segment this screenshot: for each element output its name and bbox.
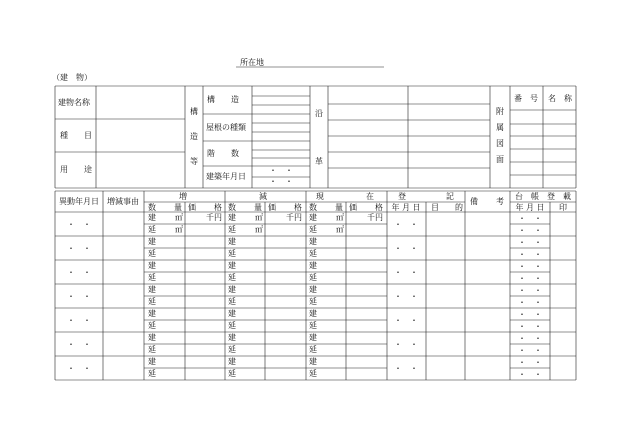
registration-date-dots: ・ ・ [394, 364, 418, 373]
increase-price-a: 価 [188, 203, 196, 212]
built-date-dots-2: ・ ・ [269, 177, 293, 186]
change-date-dots: ・ ・ [67, 244, 91, 253]
building-mark: 建 [228, 285, 236, 294]
floor-area-mark: 延 [148, 249, 156, 258]
floor-area-mark: 延 [148, 273, 156, 282]
floor-area-mark: 延 [228, 321, 236, 330]
structure-vertical-1: 構 [190, 107, 198, 116]
increase-thousand-yen: 千円 [206, 213, 222, 222]
ledger-ymd: 年 月 日 [515, 203, 545, 212]
increase-qty-b: 量 [174, 203, 182, 212]
history-vertical-1: 沿 [315, 109, 323, 118]
registration-date-dots: ・ ・ [394, 268, 418, 277]
section-label: （建 物） [52, 73, 92, 82]
building-mark: 建 [309, 309, 317, 318]
building-mark: 建 [309, 213, 317, 222]
attached-vertical-1: 附 [496, 107, 504, 116]
ledger-date-dots: ・ ・ [518, 346, 542, 355]
decrease-label: 減 [259, 192, 267, 201]
purpose-a: 目 [431, 203, 439, 212]
floor-area-mark: 延 [309, 345, 317, 354]
registration-ymd: 年 月 日 [391, 203, 421, 212]
building-mark: 建 [228, 213, 236, 222]
building-mark: 建 [148, 261, 156, 270]
change-date-dots: ・ ・ [67, 292, 91, 301]
ledger-date-dots: ・ ・ [518, 358, 542, 367]
building-mark: 建 [309, 237, 317, 246]
decrease-thousand-yen: 千円 [286, 213, 302, 222]
registration-date-dots: ・ ・ [394, 244, 418, 253]
current-label: 現 [316, 192, 324, 201]
use-label: 用 途 [60, 165, 92, 174]
ledger-registration-label: 台 帳 登 載 [515, 192, 571, 201]
building-mark: 建 [309, 357, 317, 366]
ledger-date-dots: ・ ・ [518, 322, 542, 331]
change-date-dots: ・ ・ [67, 268, 91, 277]
structure-vertical-3: 等 [190, 157, 198, 166]
building-mark: 建 [309, 333, 317, 342]
structure-label: 構 造 [207, 95, 239, 104]
change-date-label: 異動年月日 [59, 197, 99, 206]
registration-label-2: 記 [446, 192, 454, 201]
ledger-date-dots: ・ ・ [518, 370, 542, 379]
floor-area-mark: 延 [148, 297, 156, 306]
current-label-2: 在 [366, 192, 374, 201]
increase-price-b: 格 [214, 203, 222, 212]
structure-vertical-2: 造 [190, 132, 198, 141]
built-date-dots-1: ・ ・ [269, 166, 293, 175]
building-mark: 建 [148, 333, 156, 342]
floor-area-mark: 延 [228, 369, 236, 378]
building-name-label: 建物名称 [58, 98, 90, 107]
floor-area-mark: 延 [309, 273, 317, 282]
floor-area-mark: 延 [309, 249, 317, 258]
floor-area-mark: 延 [148, 225, 156, 234]
remarks-label-2: 考 [496, 197, 504, 206]
attached-vertical-2: 属 [496, 123, 504, 132]
ledger-date-dots: ・ ・ [518, 286, 542, 295]
purpose-b: 的 [455, 203, 463, 212]
built-date-label: 建築年月日 [206, 172, 246, 181]
floors-label: 階 数 [207, 149, 239, 158]
floor-area-mark: 延 [309, 297, 317, 306]
number-label: 番 号 [514, 94, 538, 103]
building-mark: 建 [148, 309, 156, 318]
building-mark: 建 [309, 261, 317, 270]
floor-area-mark: 延 [228, 345, 236, 354]
floor-area-mark: 延 [148, 345, 156, 354]
current-qty-b: 量 [335, 203, 343, 212]
floor-area-mark: 延 [228, 249, 236, 258]
change-date-dots: ・ ・ [67, 220, 91, 229]
remarks-label: 備 [470, 197, 478, 206]
floor-area-mark: 延 [228, 273, 236, 282]
ledger-date-dots: ・ ・ [518, 214, 542, 223]
building-mark: 建 [228, 357, 236, 366]
building-mark: 建 [148, 213, 156, 222]
building-mark: 建 [148, 237, 156, 246]
ledger-date-dots: ・ ・ [518, 262, 542, 271]
registration-date-dots: ・ ・ [394, 292, 418, 301]
building-mark: 建 [309, 285, 317, 294]
current-qty-a: 数 [309, 203, 317, 212]
floor-area-mark: 延 [228, 225, 236, 234]
increase-qty-a: 数 [148, 203, 156, 212]
floor-area-mark: 延 [228, 297, 236, 306]
registration-date-dots: ・ ・ [394, 340, 418, 349]
building-mark: 建 [228, 261, 236, 270]
ledger-date-dots: ・ ・ [518, 226, 542, 235]
type-label: 種 目 [60, 131, 92, 140]
building-mark: 建 [228, 237, 236, 246]
floor-area-mark: 延 [148, 321, 156, 330]
decrease-qty-b: 量 [254, 203, 262, 212]
registration-date-dots: ・ ・ [394, 220, 418, 229]
current-thousand-yen: 千円 [367, 213, 383, 222]
ledger-date-dots: ・ ・ [518, 238, 542, 247]
change-date-dots: ・ ・ [67, 340, 91, 349]
current-sqm-1: ㎡ [336, 213, 344, 222]
decrease-sqm-1: ㎡ [255, 213, 263, 222]
ledger-date-dots: ・ ・ [518, 274, 542, 283]
decrease-sqm-2: ㎡ [255, 225, 263, 234]
change-reason-label: 増減事由 [107, 197, 139, 206]
location-label: 所在地 [240, 58, 264, 67]
ledger-date-dots: ・ ・ [518, 310, 542, 319]
decrease-price-a: 価 [268, 203, 276, 212]
change-date-dots: ・ ・ [67, 364, 91, 373]
current-price-b: 格 [375, 203, 383, 212]
seal-label: 印 [559, 203, 567, 212]
building-mark: 建 [148, 357, 156, 366]
building-mark: 建 [148, 285, 156, 294]
ledger-date-dots: ・ ・ [518, 298, 542, 307]
increase-sqm-2: ㎡ [175, 225, 183, 234]
ledger-date-dots: ・ ・ [518, 250, 542, 259]
building-mark: 建 [228, 309, 236, 318]
attached-vertical-3: 図 [496, 139, 504, 148]
current-price-a: 価 [349, 203, 357, 212]
increase-label: 増 [179, 192, 187, 201]
decrease-price-b: 格 [294, 203, 302, 212]
building-mark: 建 [228, 333, 236, 342]
roof-label: 屋根の種類 [206, 123, 246, 132]
registration-label: 登 [398, 192, 406, 201]
increase-sqm-1: ㎡ [175, 213, 183, 222]
current-sqm-2: ㎡ [336, 225, 344, 234]
floor-area-mark: 延 [309, 321, 317, 330]
ledger-date-dots: ・ ・ [518, 334, 542, 343]
floor-area-mark: 延 [148, 369, 156, 378]
floor-area-mark: 延 [309, 225, 317, 234]
attached-vertical-4: 面 [496, 155, 504, 164]
floor-area-mark: 延 [309, 369, 317, 378]
decrease-qty-a: 数 [228, 203, 236, 212]
change-date-dots: ・ ・ [67, 316, 91, 325]
name-label: 名 称 [548, 94, 572, 103]
history-vertical-2: 革 [315, 157, 323, 166]
registration-date-dots: ・ ・ [394, 316, 418, 325]
